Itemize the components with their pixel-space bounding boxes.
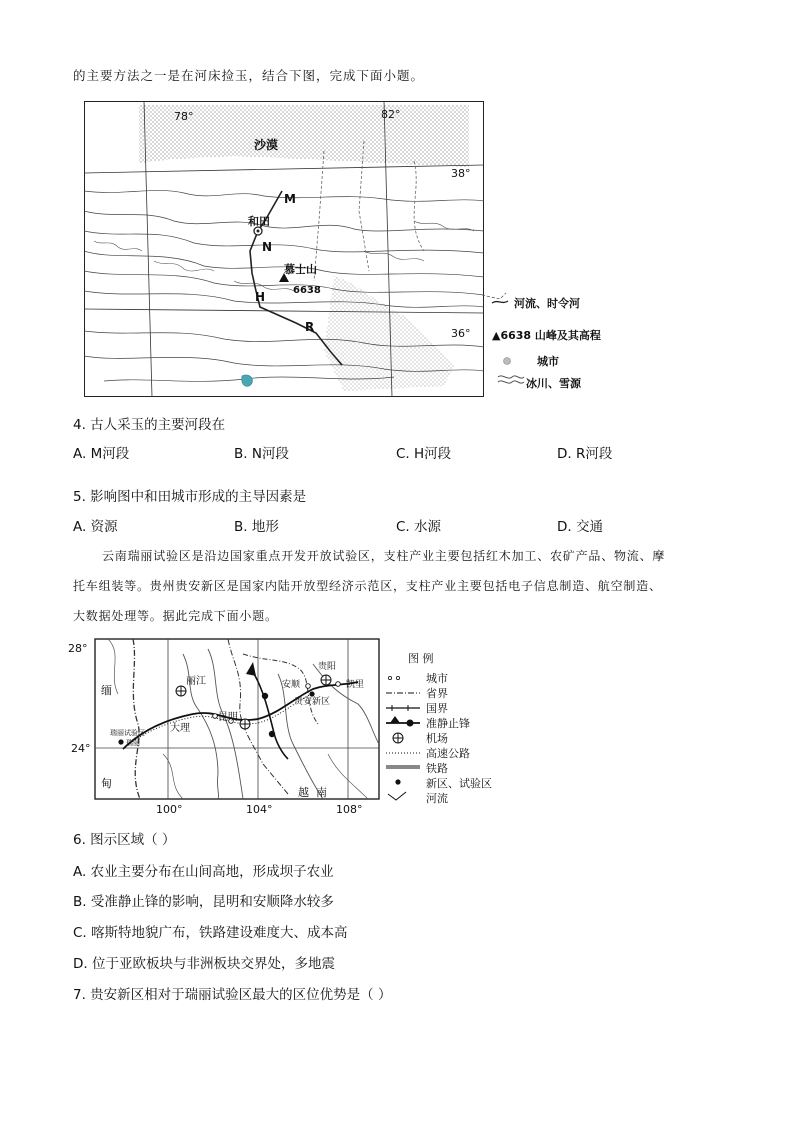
lat-36: 36° — [451, 327, 471, 340]
label-nan: 南 — [316, 786, 327, 799]
legend-city: 城市 — [537, 355, 559, 368]
q4-option-b[interactable]: B. N河段 — [234, 446, 289, 462]
q5-option-d[interactable]: D. 交通 — [557, 519, 603, 535]
legend-province: 省界 — [426, 687, 448, 700]
legend-city: 城市 — [426, 672, 448, 685]
legend-title: 图 例 — [408, 652, 434, 665]
mountain-label: 慕士山 — [284, 263, 317, 276]
legend-expressway: 高速公路 — [426, 747, 470, 760]
guian-dot — [309, 691, 314, 696]
lon-78: 78° — [174, 110, 194, 123]
legend-glacier: 冰川、雪源 — [526, 377, 581, 390]
city-dot-icon — [504, 358, 511, 365]
label-kaili: 凯里 — [346, 680, 365, 690]
q4-option-d[interactable]: D. R河段 — [557, 446, 613, 462]
q6-option-b[interactable]: B. 受准静止锋的影响，昆明和安顺降水较多 — [73, 894, 334, 910]
segment-n: N — [262, 240, 273, 254]
intro-text-1: 的主要方法之一是在河床捡玉，结合下图，完成下面小题。 — [73, 68, 425, 83]
legend-river: 河流 — [426, 792, 448, 805]
lon-108: 108° — [336, 803, 363, 816]
desert-label: 沙漠 — [254, 138, 279, 152]
lat-38: 38° — [451, 167, 471, 180]
q5-option-c[interactable]: C. 水源 — [396, 519, 442, 535]
lat-28: 28° — [68, 642, 88, 655]
q6-option-c[interactable]: C. 喀斯特地貌广布，铁路建设难度大、成本高 — [73, 925, 348, 941]
river-line-icon — [492, 301, 508, 303]
lat-24: 24° — [71, 742, 91, 755]
segment-h: H — [255, 290, 266, 304]
legend-national: 国界 — [426, 702, 448, 715]
label-yue: 越 — [298, 786, 309, 799]
lon-104: 104° — [246, 803, 273, 816]
legend-front: 准静止锋 — [426, 717, 470, 730]
segment-r: R — [305, 320, 315, 334]
label-dian: 甸 — [101, 777, 112, 790]
q4-option-c[interactable]: C. H河段 — [396, 446, 452, 462]
legend-peak: ▲6638 山峰及其高程 — [492, 329, 601, 342]
yunnan-guizhou-map — [68, 634, 528, 819]
label-ruili: 瑞丽 — [126, 739, 140, 747]
q4-option-a[interactable]: A. M河段 — [73, 446, 130, 462]
q5-stem: 5. 影响图中和田城市形成的主导因素是 — [73, 489, 307, 505]
q6-option-d[interactable]: D. 位于亚欧板块与非洲板块交界处，多地震 — [73, 956, 335, 972]
city-label: 和田 — [248, 215, 270, 228]
q4-stem: 4. 古人采玉的主要河段在 — [73, 417, 226, 433]
hotan-map — [84, 101, 484, 397]
glacier-icon — [498, 376, 524, 378]
label-dali: 大理 — [170, 723, 190, 734]
intro2-line2: 托车组装等。贵州贵安新区是国家内陆开放型经济示范区，支柱产业主要包括电子信息制造、航空制造、 — [73, 579, 662, 593]
legend-railway: 铁路 — [426, 762, 448, 775]
lon-82: 82° — [381, 108, 401, 121]
q6-stem: 6. 图示区域（ ） — [73, 832, 176, 848]
map1-legend — [480, 285, 640, 395]
label-guiyang: 贵阳 — [318, 662, 337, 672]
label-guian: 贵安新区 — [294, 697, 331, 707]
legend-airport: 机场 — [426, 732, 448, 745]
label-ruili-zone: 瑞丽试验区 — [110, 729, 145, 737]
label-lijiang: 丽江 — [186, 676, 206, 687]
q7-stem: 7. 贵安新区相对于瑞丽试验区最大的区位优势是（ ） — [73, 987, 392, 1003]
ruili-dot — [118, 739, 123, 744]
legend-newzone: 新区、试验区 — [426, 777, 492, 790]
elevation-label: 6638 — [293, 285, 321, 296]
q6-option-a[interactable]: A. 农业主要分布在山间高地，形成坝子农业 — [73, 864, 334, 880]
segment-m: M — [284, 192, 296, 206]
label-mian: 缅 — [101, 684, 112, 697]
label-kunming: 昆明 — [218, 712, 238, 723]
lon-100: 100° — [156, 803, 183, 816]
label-anshun: 安顺 — [282, 680, 301, 690]
legend-river: 河流、时令河 — [514, 297, 580, 310]
q5-option-a[interactable]: A. 资源 — [73, 519, 118, 535]
intro2-line1: 云南瑞丽试验区是沿边国家重点开发开放试验区，支柱产业主要包括红木加工、农矿产品、物流、摩 — [102, 549, 666, 563]
q5-option-b[interactable]: B. 地形 — [234, 519, 279, 535]
intro2-line3: 大数据处理等。据此完成下面小题。 — [73, 609, 278, 623]
